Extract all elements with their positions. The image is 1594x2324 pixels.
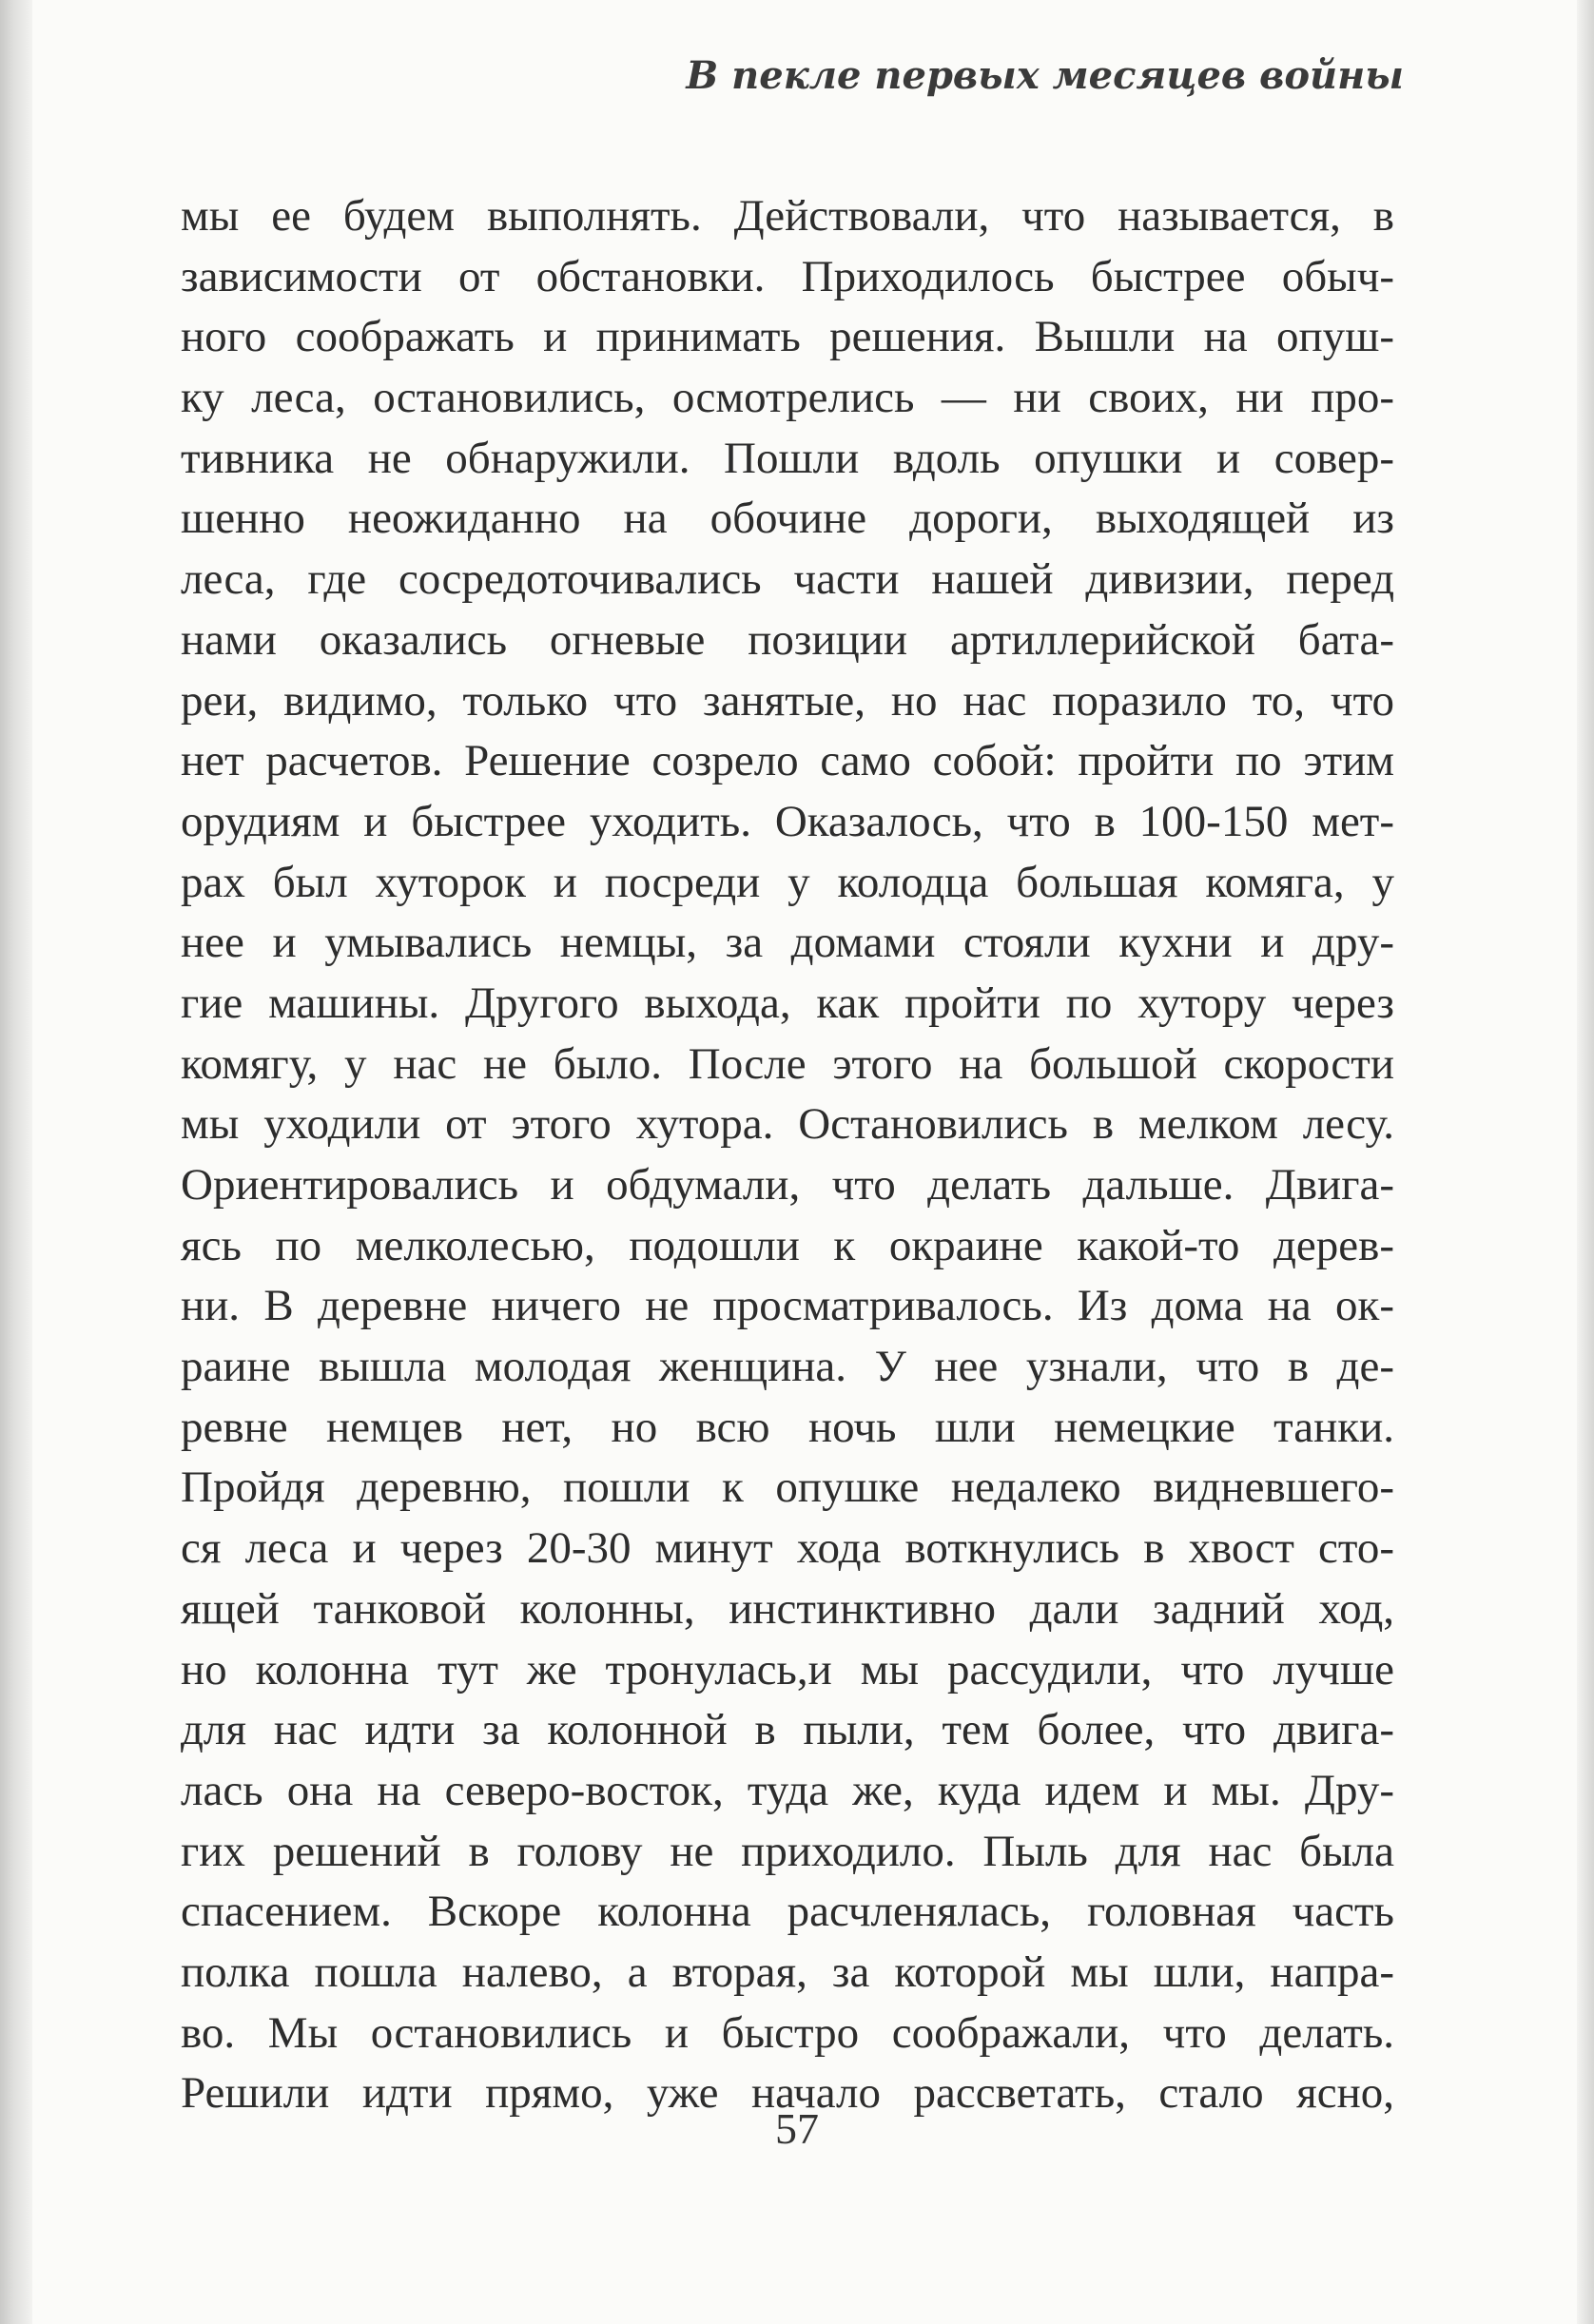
text-line: ку леса, остановились, осмотрелись — ни своих, ни про- [181,373,1394,423]
text-line: ясь по мелколесью, подошли к окраине какой-то дерев- [181,1220,1394,1270]
text-line: реи, видимо, только что занятые, но нас поразило то, что [181,675,1394,726]
text-line: зависимости от обстановки. Приходилось быстрее обыч- [181,251,1394,301]
text-line: раине вышла молодая женщина. У нее узнали, что в де- [181,1342,1394,1392]
text-line: комягу, у нас не было. После этого на большой скорости [181,1038,1394,1089]
text-line: тивника не обнаружили. Пошли вдоль опушки и совер- [181,433,1394,483]
text-line: рах был хуторок и посреди у колодца большая комяга, у [181,857,1394,907]
text-line: во. Мы остановились и быстро соображали, что делать. [181,2007,1394,2058]
text-line: ревне немцев нет, но всю ночь шли немецкие танки. [181,1402,1394,1452]
text-line: Пройдя деревню, пошли к опушке недалеко видневшего- [181,1462,1394,1513]
page-number: 57 [775,2104,819,2153]
text-line: нее и умывались немцы, за домами стояли кухни и дру- [181,918,1394,968]
text-line: ни. В деревне ничего не просматривалось. Из дома на ок- [181,1281,1394,1331]
text-line: Ориентировались и обдумали, что делать дальше. Двига- [181,1160,1394,1210]
text-line: нет расчетов. Решение созрело само собой: пройти по этим [181,736,1394,786]
binding-gutter-shadow [0,0,32,2324]
text-line: леса, где сосредоточивались части нашей дивизии, перед [181,554,1394,605]
body-text [181,186,1394,2124]
text-line: ного соображать и принимать решения. Вышли на опуш- [181,312,1394,362]
text-line: полка пошла налево, а вторая, за которой мы шли, напра- [181,1946,1394,1997]
text-line: гих решений в голову не приходило. Пыль для нас была [181,1826,1394,1876]
text-line: но колонна тут же тронулась,и мы рассудили, что лучше [181,1644,1394,1695]
text-line: Решили идти прямо, уже начало рассветать, стало ясно, [181,2068,1394,2119]
text-line: ящей танковой колонны, инстинктивно дали задний ход, [181,1583,1394,1634]
text-line: для нас идти за колонной в пыли, тем более, что двига- [181,1705,1394,1755]
running-header-title: В пекле первых месяцев войны [686,53,1404,98]
text-line: спасением. Вскоре колонна расчленялась, головная часть [181,1887,1394,1937]
text-line: лась она на северо-восток, туда же, куда идем и мы. Дру- [181,1765,1394,1815]
text-line: шенно неожиданно на обочине дороги, выходящей из [181,494,1394,544]
text-line: мы уходили от этого хутора. Остановились в мелком лесу. [181,1099,1394,1150]
page-edge-shadow [1577,0,1594,2324]
text-line: гие машины. Другого выхода, как пройти по хутору через [181,978,1394,1028]
text-line: мы ее будем выполнять. Действовали, что называется, в [181,191,1394,241]
text-line: орудиям и быстрее уходить. Оказалось, что в 100-150 мет- [181,796,1394,846]
text-line: ся леса и через 20-30 минут хода воткнулись в хвост сто- [181,1523,1394,1574]
text-line: нами оказались огневые позиции артиллерийской бата- [181,614,1394,665]
